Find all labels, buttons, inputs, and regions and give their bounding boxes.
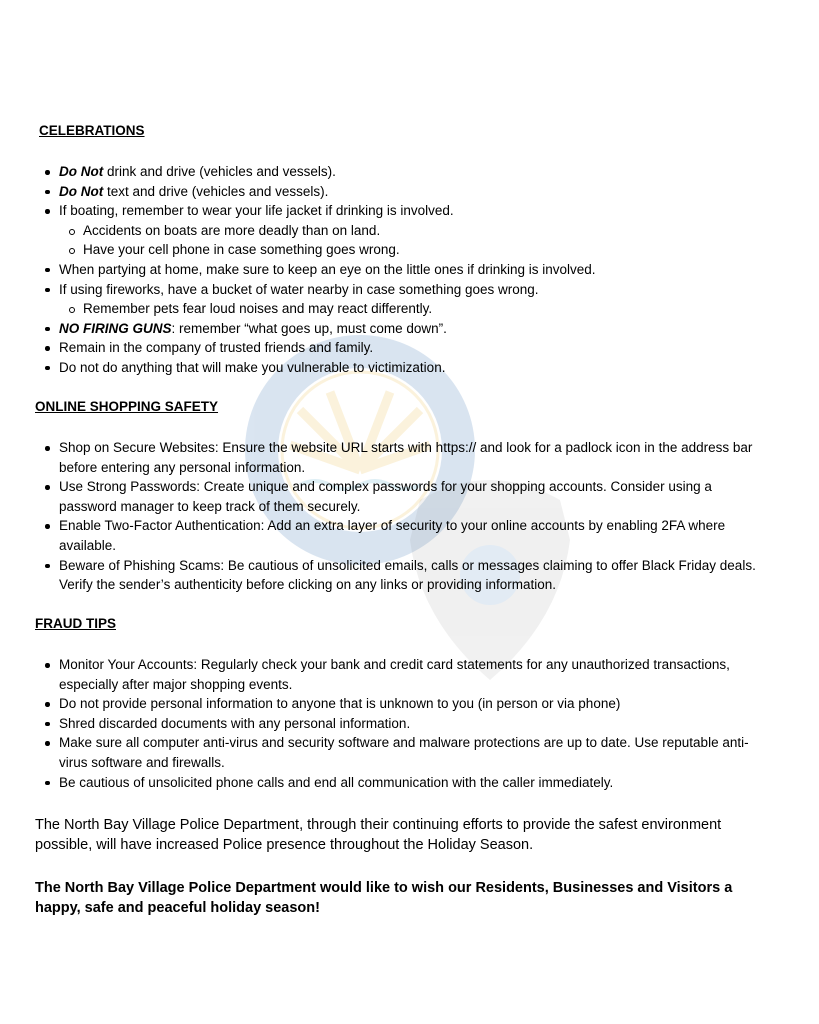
section-heading: FRAUD TIPS (35, 616, 116, 631)
closing-paragraph: The North Bay Village Police Department, through their continuing efforts to provide the safest environment possible, will have increased Police presence throughout the Holiday Season. (35, 817, 722, 853)
list-item: If using fireworks, have a bucket of water nearby in case something goes wrong. (0, 280, 819, 300)
list-item: NO FIRING GUNS: remember “what goes up, must come down”. (0, 319, 819, 339)
list-item: Make sure all computer anti-virus and security software and malware protections are up to date. Use reputable anti-virus software and firewalls. (0, 733, 819, 772)
list-item: Do Not drink and drive (vehicles and vessels). (0, 162, 819, 182)
sub-list-item: Remember pets fear loud noises and may react differently. (0, 299, 819, 319)
section-heading: CELEBRATIONS (39, 123, 145, 138)
list-item: Do not do anything that will make you vulnerable to victimization. (0, 358, 819, 378)
online-shopping-list (0, 438, 819, 595)
celebrations-list (0, 162, 819, 378)
list-item: Do not provide personal information to anyone that is unknown to you (in person or via phone) (0, 694, 819, 714)
list-item: Monitor Your Accounts: Regularly check your bank and credit card statements for any unauthorized transactions, especially after major shopping events. (0, 655, 819, 694)
list-item: Shop on Secure Websites: Ensure the website URL starts with https:// and look for a padlock icon in the address bar before entering any personal information. (0, 438, 819, 477)
list-item: Use Strong Passwords: Create unique and complex passwords for your shopping accounts. Consider using a password manager to keep track of them securely. (0, 477, 819, 516)
fraud-tips-list (0, 655, 819, 792)
sub-list-item: Have your cell phone in case something goes wrong. (0, 240, 819, 260)
list-item: Be cautious of unsolicited phone calls and end all communication with the caller immediately. (0, 773, 819, 793)
list-item: Shred discarded documents with any personal information. (0, 714, 819, 734)
list-item: Remain in the company of trusted friends and family. (0, 338, 819, 358)
sub-list-item: Accidents on boats are more deadly than on land. (0, 221, 819, 241)
list-item: Enable Two-Factor Authentication: Add an extra layer of security to your online accounts by enabling 2FA where available. (0, 516, 819, 555)
holiday-wish: The North Bay Village Police Department would like to wish our Residents, Businesses and Visitors a happy, safe and peaceful holiday season! (35, 880, 733, 916)
list-item: When partying at home, make sure to keep an eye on the little ones if drinking is involved. (0, 260, 819, 280)
list-item: Beware of Phishing Scams: Be cautious of unsolicited emails, calls or messages claiming to offer Black Friday deals. Verify the sender’s authenticity before clicking on any links or providing information. (0, 556, 819, 595)
list-item: Do Not text and drive (vehicles and vessels). (0, 182, 819, 202)
list-item: If boating, remember to wear your life jacket if drinking is involved. (0, 201, 819, 221)
section-heading: ONLINE SHOPPING SAFETY (35, 399, 219, 414)
